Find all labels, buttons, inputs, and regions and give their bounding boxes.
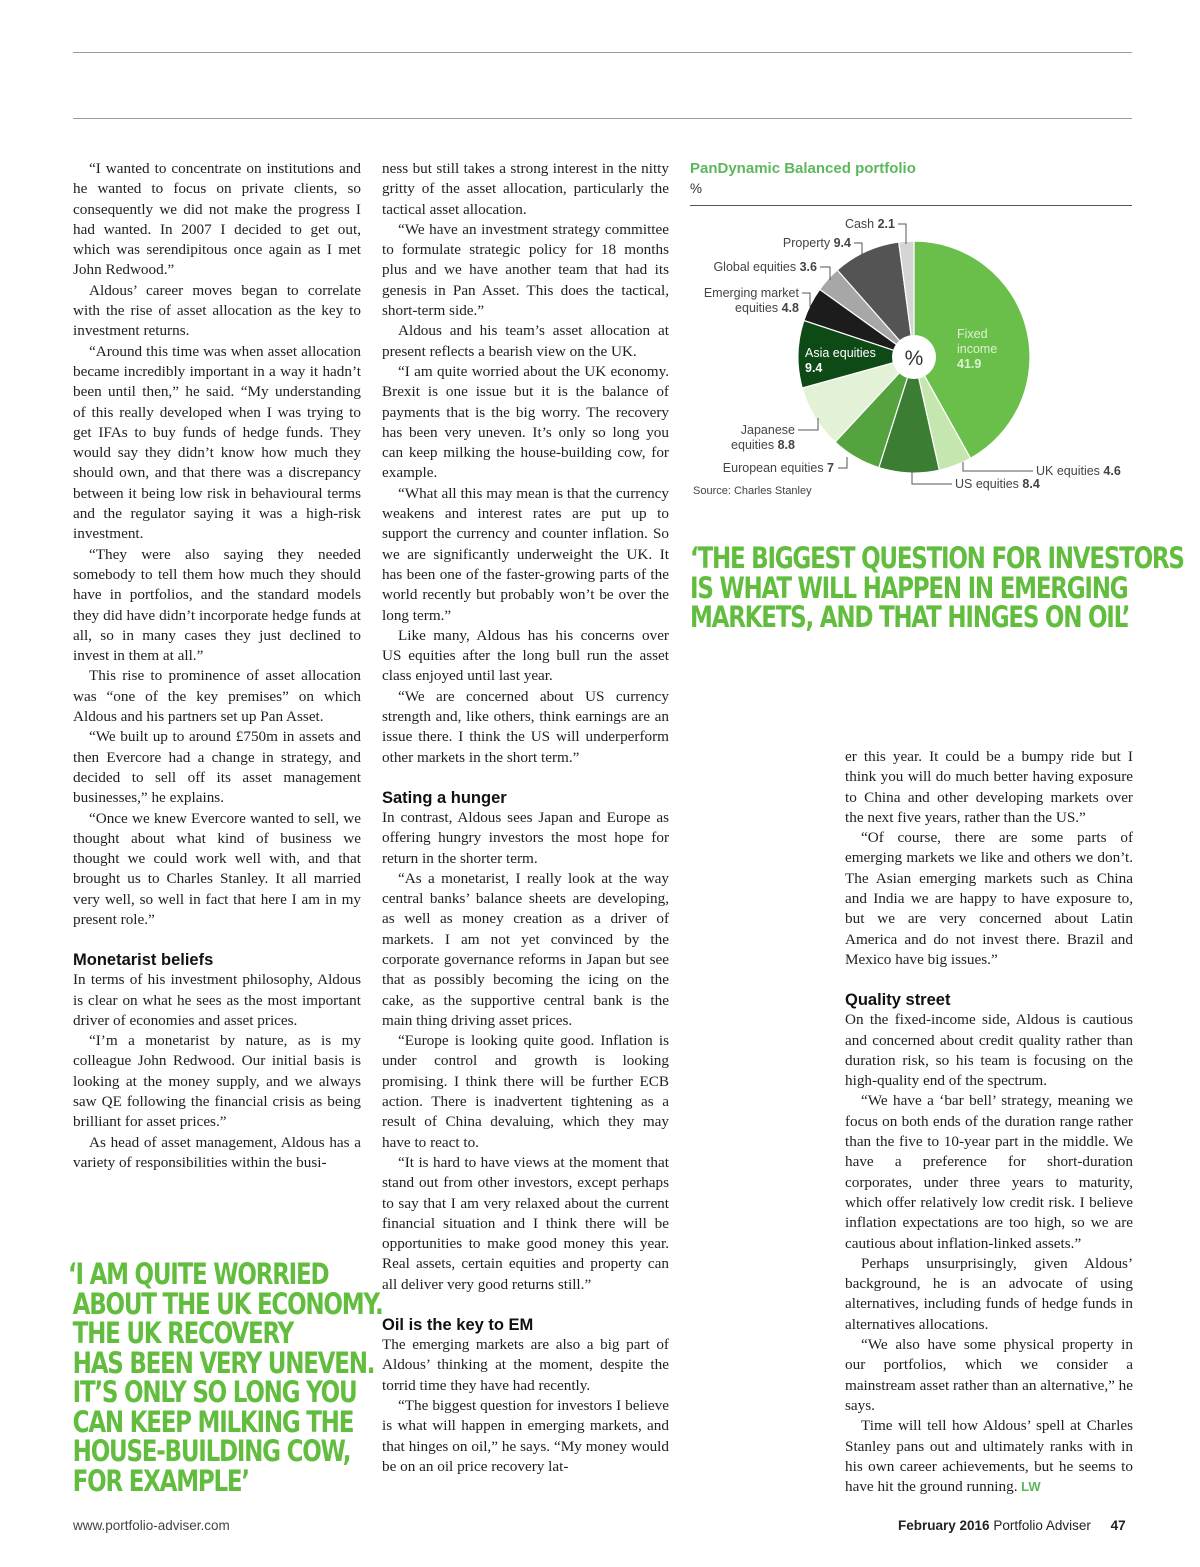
page-number: 47 [1110, 1518, 1126, 1533]
paragraph: “The biggest question for investors I believe is what will happen in emerging markets, and that hinges on oil,” he says. “My money would be on an oil price recovery lat- [382, 1396, 669, 1475]
pie-center-label: % [904, 347, 924, 370]
pie-label-japanese-equities-leader [798, 418, 818, 430]
section-heading: Quality street [845, 991, 951, 1010]
pull-quote-line: IT’S ONLY SO LONG YOU [72, 1375, 357, 1409]
pull-quote-line: ‘I AM QUITE WORRIED [68, 1257, 329, 1291]
paragraph: In contrast, Aldous sees Japan and Europe as offering hungry investors the most hope for return in the shorter term. [382, 808, 669, 867]
paragraph: Aldous and his team’s asset allocation at present reflects a bearish view on the UK. [382, 322, 669, 360]
footer-issue-date: February 2016 [898, 1518, 990, 1533]
pie-label-european-equities: European equities 7 [722, 461, 834, 475]
pull-quote-line: CAN KEEP MILKING THE [72, 1404, 354, 1439]
pull-quote-line: ‘THE BIGGEST QUESTION FOR INVESTORS [690, 541, 1184, 575]
footer-url[interactable]: www.portfolio-adviser.com [73, 1518, 230, 1533]
section-heading: Sating a hunger [382, 788, 507, 807]
pie-label-us-equities-leader [912, 472, 952, 484]
chart-source: Source: Charles Stanley [693, 485, 812, 497]
paragraph: “As a monetarist, I really look at the way central banks’ balance sheets are developing, as well as money creation as a driver of markets. I am not yet convinced by the corporate governance reforms in Japan but see that as possibly becoming the icing on the cake, as the supportive central bank is the main thing driving asset prices. [382, 869, 669, 1029]
paragraph: Like many, Aldous has his concerns over US equities after the long bull run the asset class enjoyed until last year. [382, 626, 669, 685]
paragraph: “I am quite worried about the UK economy. Brexit is one issue but it is the balance of payments that is the big worry. The recovery has been very uneven. It’s only so long you can keep milking the house-building cow, for example. [382, 362, 669, 482]
paragraph: “It is hard to have views at the moment that stand out from other investors, except perhaps to say that I am very relaxed about the current financial situation and I think there will be opportunities to make good money this year. Real assets, certain equities and property can all deliver very good returns still.” [382, 1153, 669, 1293]
paragraph: Time will tell how Aldous’ spell at Charles Stanley pans out and ultimately ranks with in his own career achievements, but he seems to have hit the ground running. LW [845, 1417, 1133, 1496]
paragraph: “Around this time was when asset allocation became incredibly important in a way it hadn’t been until then,” he said. “My understanding of this really developed when I was trying to get IFAs to buy funds of hedge funds. They would say they didn’t know how much they should own, and that there was a discrepancy between it being low risk in behavioural terms and the regulator saying it was a high-risk investment. [73, 342, 361, 543]
pie-label-european-equities-leader [838, 457, 847, 468]
author-signoff: LW [1017, 1479, 1041, 1495]
pull-quote-line: THE UK RECOVERY [72, 1316, 294, 1350]
pull-quote-bottom [68, 1257, 383, 1498]
article-column-1 [73, 159, 361, 1173]
top-rule [73, 52, 1132, 53]
section-heading: Oil is the key to EM [382, 1316, 534, 1335]
paragraph: Perhaps unsurprisingly, given Aldous’ background, he is an advocate of using alternatives, including funds of hedge funds in alternatives allocations. [845, 1254, 1133, 1333]
pie-label-japanese-equities: Japanese equities 8.8 [731, 423, 795, 452]
pull-quote-line: FOR EXAMPLE’ [72, 1463, 249, 1498]
article-column-3 [845, 747, 1133, 1497]
paragraph: “Europe is looking quite good. Inflation is under control and growth is looking promising. I think there will be further ECB action. There is inadvertent tightening as a result of China devaluing, which they may have to react to. [382, 1032, 669, 1151]
footer-magazine: Portfolio Adviser [993, 1518, 1091, 1533]
pie-label-us-equities: US equities 8.4 [955, 477, 1040, 491]
paragraph: This rise to prominence of asset allocation was “one of the key premises” on which Aldous and his partners set up Pan Asset. [73, 667, 361, 726]
paragraph: As head of asset management, Aldous has a variety of responsibilities within the busi- [73, 1133, 361, 1171]
paragraph: On the fixed-income side, Aldous is cautious and concerned about credit quality rather than duration risk, so his team is focusing on the high-quality end of the spectrum. [845, 1011, 1133, 1090]
pull-quote-line: HAS BEEN VERY UNEVEN. [72, 1345, 375, 1380]
pull-quote-line: HOUSE-BUILDING COW, [72, 1434, 351, 1468]
pie-label-uk-equities: UK equities 4.6 [1036, 464, 1121, 478]
paragraph: In terms of his investment philosophy, Aldous is clear on what he sees as the most important driver of economies and asset prices. [73, 971, 361, 1029]
paragraph: “I wanted to concentrate on institutions and he wanted to focus on private clients, so consequently we did not make the progress I had wanted. In 2007 I decided to get out, which was serendipitous once again as I met John Redwood.” [73, 160, 361, 279]
pie-label-emerging-market-equities-leader [802, 293, 810, 307]
pie-label-emerging-market-equities: Emerging market equities 4.8 [703, 286, 799, 315]
paragraph: “I’m a monetarist by nature, as is my colleague John Redwood. Our initial basis is looking at the money supply, and we always saw QE following the financial crisis as being brilliant for asset prices.” [73, 1032, 361, 1131]
paragraph: “We have a ‘bar bell’ strategy, meaning we focus on both ends of the duration range rather than the five to 10-year part in the middle. We have a preference for short-duration corporates, under three years to maturity, which offer relatively low credit risk. I believe inflation expectations are too high, so we are cautious about inflation-linked assets.” [845, 1092, 1133, 1252]
paragraph: “We built up to around £750m in assets and then Evercore had a change in strategy, and decided to sell off its asset management businesses,” he explains. [73, 728, 361, 807]
paragraph-spacer [73, 930, 361, 950]
chart-title: PanDynamic Balanced portfolio [690, 160, 916, 177]
paragraph: “We are concerned about US currency strength and, like others, think earnings are an issue there. I think the US will underperform other markets in the short term.” [382, 687, 669, 766]
pie-label-uk-equities-leader [963, 462, 1033, 471]
chart-unit: % [690, 181, 703, 196]
pull-quote-line: IS WHAT WILL HAPPEN IN EMERGING [690, 570, 1128, 605]
pie-label-property: Property 9.4 [782, 236, 851, 250]
article-column-2 [382, 159, 669, 1477]
pull-quote-line: MARKETS, AND THAT HINGES ON OIL’ [690, 600, 1130, 634]
paragraph: “Once we knew Evercore wanted to sell, we thought about what kind of business we thought we could work well with, and that brought us to Charles Stanley. It all married very well, so well in fact that here I am in my present role.” [73, 809, 361, 928]
paragraph-spacer [845, 970, 1133, 990]
paragraph: ness but still takes a strong interest in the nitty gritty of the asset allocation, particularly the tactical asset allocation. [382, 160, 669, 218]
pull-quote-line: ABOUT THE UK ECONOMY. [72, 1286, 383, 1321]
header-rule [73, 118, 1132, 119]
paragraph: The emerging markets are also a big part of Aldous’ thinking at the moment, despite the torrid time they have had recently. [382, 1336, 669, 1394]
paragraph-spacer [382, 1295, 669, 1315]
section-heading: Monetarist beliefs [73, 951, 214, 970]
pie-label-global-equities: Global equities 3.6 [713, 260, 817, 274]
pie-label-fixed-income: Fixed income 41.9 [957, 327, 998, 371]
paragraph: Aldous’ career moves began to correlate with the rise of asset allocation as the key to investment returns. [73, 281, 361, 340]
pie-label-cash: Cash 2.1 [844, 217, 895, 231]
pull-quote-top [690, 541, 1184, 634]
paragraph: “They were also saying they needed somebody to tell them how much they should have in portfolios, and the standard models they did have didn’t incorporate hedge funds at all, so in many cases they just declined to invest in them at all.” [73, 545, 361, 665]
paragraph: er this year. It could be a bumpy ride but I think you will do much better having exposure to China and other developing markets over the next five years, rather than the US.” [845, 748, 1133, 826]
paragraph: “Of course, there are some parts of emerging markets we like and others we don’t. The Asian emerging markets such as China and India we are happy to have exposure to, but we are very concerned about Latin America and do not invest there. Brazil and Mexico have big issues.” [845, 829, 1133, 968]
paragraph: “We have an investment strategy committee to formulate strategic policy for 18 months plus and we have another team that had its genesis in Pan Asset. This does the tactical, short-term side.” [382, 220, 669, 320]
paragraph-spacer [382, 768, 669, 788]
footer-issue [898, 1518, 1126, 1533]
paragraph: “We also have some physical property in our portfolios, which we consider a mainstream asset rather than an alternative,” he says. [845, 1336, 1134, 1414]
pie-chart [680, 200, 1140, 510]
pie-label-asia-equities: Asia equities 9.4 [805, 346, 876, 375]
paragraph: “What all this may mean is that the currency weakens and interest rates are put up to support the currency and counter inflation. So we are significantly underweight the UK. It has been one of the faster-growing parts of the world recently but probably won’t be over the long term.” [382, 484, 669, 624]
